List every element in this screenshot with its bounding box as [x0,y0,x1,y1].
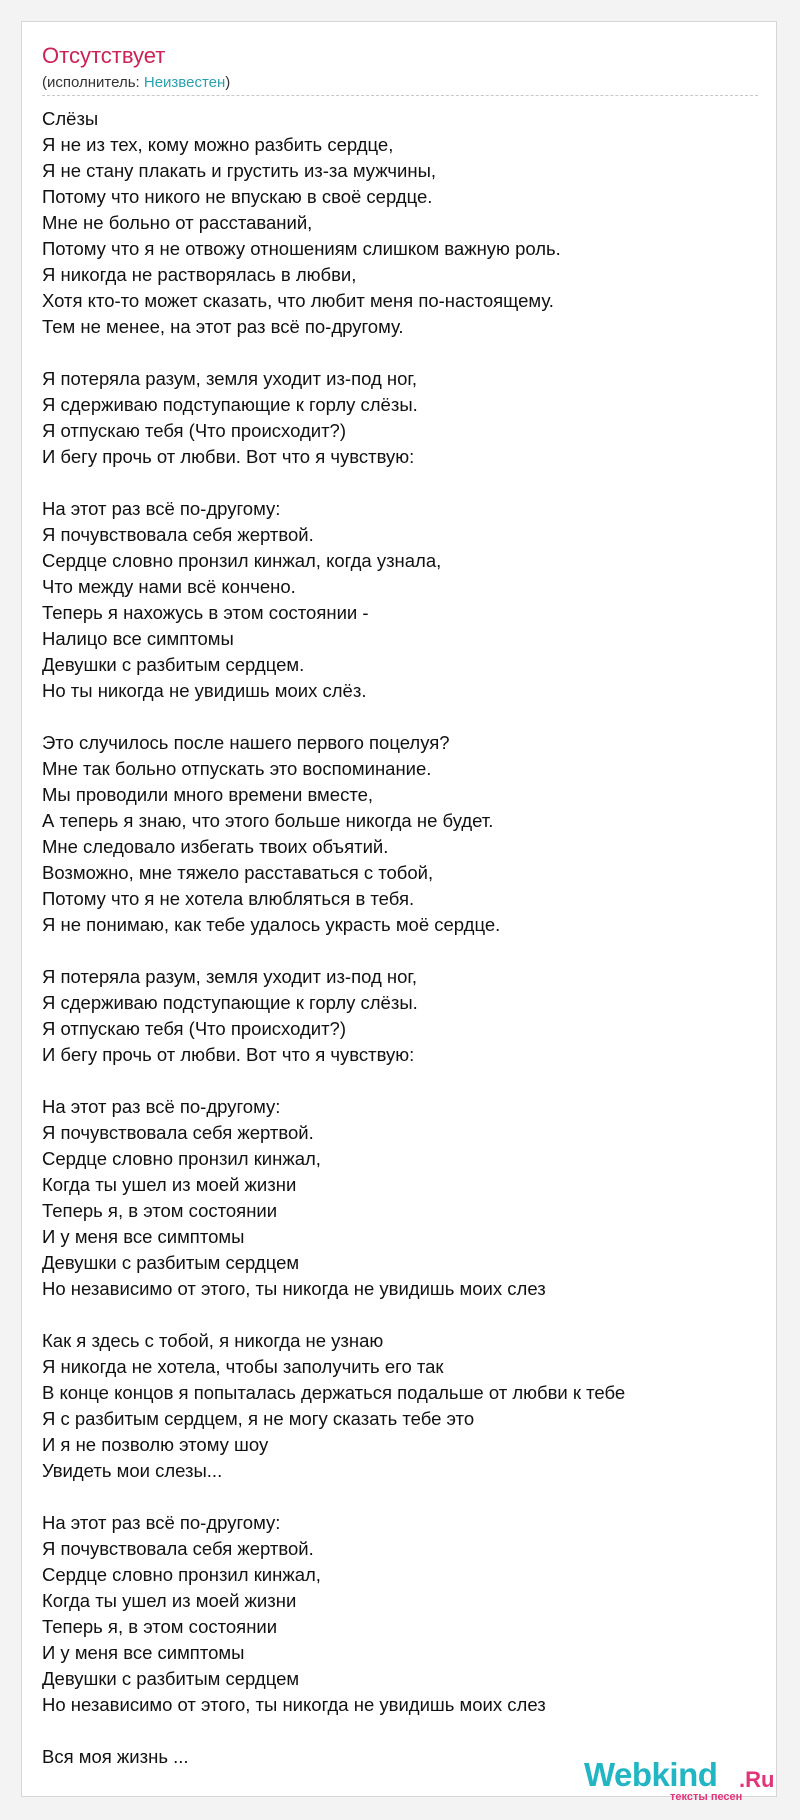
lyrics-line: Я сдерживаю подступающие к горлу слёзы. [42,992,418,1013]
lyrics-line: И я не позволю этому шоу [42,1434,269,1455]
lyrics-line: А теперь я знаю, что этого больше никогда не будет. [42,810,494,831]
lyrics-line: Я никогда не хотела, чтобы заполучить его так [42,1356,444,1377]
lyrics-stanza [42,366,762,470]
lyrics-line: Когда ты ушел из моей жизни [42,1590,297,1611]
logo-subtitle: тексты песен [670,1791,743,1803]
lyrics-line: На этот раз всё по-другому: [42,1096,281,1117]
lyrics-line: Мне следовало избегать твоих объятий. [42,836,389,857]
lyrics-line: На этот раз всё по-другому: [42,1512,281,1533]
lyrics-line: И у меня все симптомы [42,1642,245,1663]
webkind-logo[interactable] [584,1756,784,1806]
header-divider [42,95,758,96]
lyrics-line: Девушки с разбитым сердцем. [42,654,305,675]
lyrics-line: Что между нами всё кончено. [42,576,296,597]
lyrics-line: В конце концов я попыталась держаться подальше от любви к тебе [42,1382,626,1403]
logo-domain: .Ru [739,1767,775,1792]
lyrics-stanza [42,730,762,938]
artist-line [42,74,230,92]
lyrics-line: Но независимо от этого, ты никогда не увидишь моих слез [42,1278,546,1299]
artist-suffix: ) [225,74,231,91]
lyrics-line: Мы проводили много времени вместе, [42,784,374,805]
lyrics-line: Тем не менее, на этот раз всё по-другому. [42,316,404,337]
lyrics-stanza [42,964,762,1068]
lyrics-line: Теперь я нахожусь в этом состоянии - [42,602,369,623]
lyrics-line: Девушки с разбитым сердцем [42,1668,300,1689]
lyrics-line: На этот раз всё по-другому: [42,498,281,519]
lyrics-line: Я потеряла разум, земля уходит из-под ног, [42,966,418,987]
lyrics-line: Возможно, мне тяжело расставаться с тобой, [42,862,434,883]
lyrics-stanza [42,1328,762,1484]
lyrics-stanza [42,1094,762,1302]
lyrics-line: Я почувствовала себя жертвой. [42,1538,314,1559]
lyrics-line: Увидеть мои слезы... [42,1460,223,1481]
lyrics-line: Сердце словно пронзил кинжал, [42,1148,321,1169]
lyrics-line: И бегу прочь от любви. Вот что я чувствую: [42,446,415,467]
lyrics-line: Я потеряла разум, земля уходит из-под ног, [42,368,418,389]
lyrics-line: Когда ты ушел из моей жизни [42,1174,297,1195]
lyrics-line: Мне так больно отпускать это воспоминание. [42,758,432,779]
lyrics-card [21,21,777,1803]
artist-link[interactable]: Неизвестен [143,74,226,91]
lyrics-stanza [42,496,762,704]
lyrics-line: Слёзы [42,108,99,129]
lyrics-stanza [42,106,762,340]
lyrics-line: Я отпускаю тебя (Что происходит?) [42,420,347,441]
lyrics-line: Я почувствовала себя жертвой. [42,524,314,545]
lyrics-line: Я не из тех, кому можно разбить сердце, [42,134,394,155]
lyrics-line: Я отпускаю тебя (Что происходит?) [42,1018,347,1039]
lyrics-line: Я почувствовала себя жертвой. [42,1122,314,1143]
lyrics-line: Теперь я, в этом состоянии [42,1200,278,1221]
lyrics-line: Потому что я не хотела влюбляться в тебя. [42,888,415,909]
lyrics-line: Сердце словно пронзил кинжал, когда узнала, [42,550,442,571]
lyrics-line: Но независимо от этого, ты никогда не увидишь моих слез [42,1694,546,1715]
lyrics-line: Но ты никогда не увидишь моих слёз. [42,680,367,701]
artist-prefix: (исполнитель: [42,74,144,91]
lyrics-text [42,106,762,1796]
lyrics-line: Я с разбитым сердцем, я не могу сказать тебе это [42,1408,475,1429]
lyrics-stanza [42,1510,762,1718]
lyrics-line: Теперь я, в этом состоянии [42,1616,278,1637]
lyrics-line: Сердце словно пронзил кинжал, [42,1564,321,1585]
lyrics-line: Я не стану плакать и грустить из-за мужчины, [42,160,437,181]
lyrics-line: Я сдерживаю подступающие к горлу слёзы. [42,394,418,415]
lyrics-line: И бегу прочь от любви. Вот что я чувствую: [42,1044,415,1065]
lyrics-line: Это случилось после нашего первого поцелуя? [42,732,450,753]
lyrics-line: Девушки с разбитым сердцем [42,1252,300,1273]
lyrics-line: Вся моя жизнь ... [42,1746,189,1767]
logo-wordmark: Webkind [584,1756,718,1793]
lyrics-line: Потому что я не отвожу отношениям слишком важную роль. [42,238,561,259]
lyrics-line: И у меня все симптомы [42,1226,245,1247]
lyrics-line: Хотя кто-то может сказать, что любит меня по-настоящему. [42,290,554,311]
lyrics-line: Я никогда не растворялась в любви, [42,264,357,285]
lyrics-line: Я не понимаю, как тебе удалось украсть моё сердце. [42,914,501,935]
lyrics-line: Как я здесь с тобой, я никогда не узнаю [42,1330,384,1351]
song-title: Отсутствует [42,43,166,68]
lyrics-line: Потому что никого не впускаю в своё сердце. [42,186,433,207]
lyrics-line: Мне не больно от расставаний, [42,212,313,233]
lyrics-line: Налицо все симптомы [42,628,234,649]
